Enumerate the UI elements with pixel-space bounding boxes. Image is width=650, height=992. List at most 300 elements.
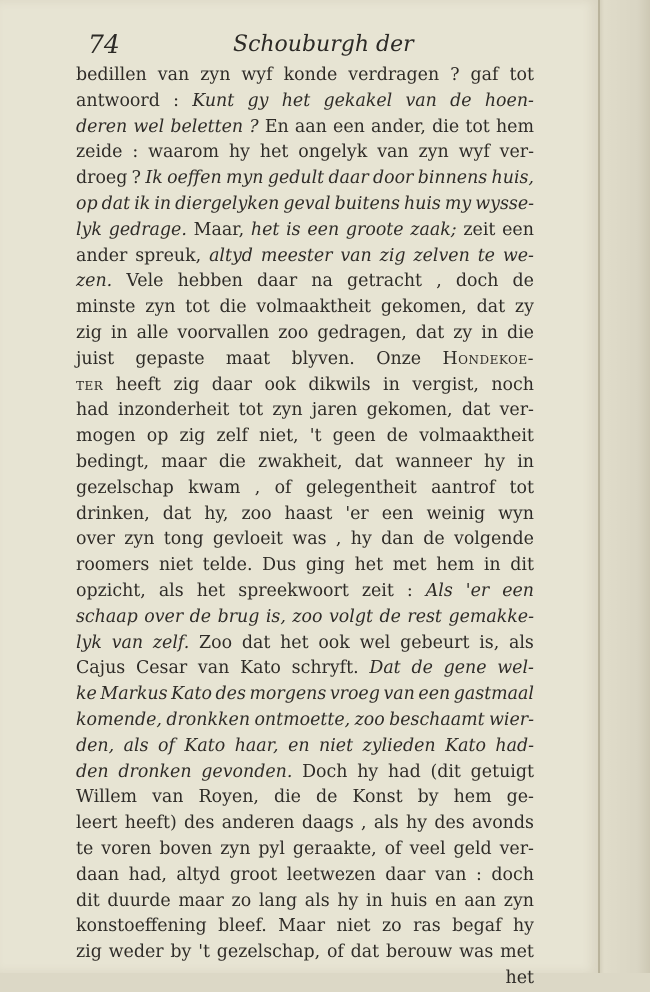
word: gebeurt (400, 632, 470, 653)
word: Kato (184, 735, 226, 756)
word: zwakheit, (257, 451, 343, 472)
word: getuigt (470, 761, 534, 782)
word: begaf (452, 916, 502, 937)
word: hebben (177, 271, 243, 292)
word: Cajus (76, 658, 126, 679)
word: van (340, 245, 372, 266)
word: binnens (417, 168, 488, 189)
word: in (154, 193, 172, 214)
running-title: Schouburgh der (233, 32, 414, 57)
word: Zoo (199, 632, 233, 653)
word: rest (407, 606, 442, 627)
word: jaren (311, 400, 358, 421)
word: heeft) (124, 813, 177, 834)
text-line (76, 166, 534, 192)
word: de (411, 658, 433, 679)
word: gezelschap (76, 477, 174, 498)
text-line (76, 476, 534, 502)
word: Maar (278, 916, 326, 937)
word: of (157, 735, 175, 756)
word: het (354, 555, 384, 576)
word: aantrof (431, 477, 496, 498)
word: zyn (200, 65, 231, 85)
word: tong (163, 529, 204, 550)
word: gevloeit (212, 529, 284, 550)
word: wier- (489, 709, 534, 730)
word: dat (476, 297, 506, 318)
word: zoo (354, 709, 385, 730)
text-line (76, 811, 534, 837)
word: gedragen, (317, 322, 407, 343)
word: dat (354, 451, 384, 472)
word: daags (301, 813, 354, 834)
word: alle (136, 322, 169, 343)
word: tot (465, 116, 490, 137)
text-line (76, 295, 534, 321)
word: als (509, 632, 534, 653)
text-line (76, 889, 534, 915)
word: ke (76, 684, 97, 705)
word: tot (509, 65, 534, 85)
word: geval (283, 193, 331, 214)
word: beschaamt (389, 709, 485, 730)
word: : (173, 90, 179, 111)
word: te (76, 838, 94, 859)
word: die (506, 322, 534, 343)
word: zo (381, 916, 402, 937)
word: daar (328, 168, 369, 189)
word: Cesar (135, 658, 188, 679)
word: die (273, 787, 301, 808)
text-line (76, 450, 534, 476)
word: by (170, 942, 192, 963)
text-line (76, 63, 534, 89)
text-line (76, 863, 534, 889)
word: op (146, 426, 169, 447)
word: aan (294, 116, 327, 137)
word: wel (359, 632, 391, 653)
word: Konst (352, 787, 403, 808)
word: Als (425, 580, 453, 601)
word: drinken, (76, 503, 150, 524)
word: huis, (491, 168, 534, 189)
word: maar (161, 451, 207, 472)
word: zig (173, 374, 200, 395)
text-line (76, 914, 534, 940)
word: zylieden (362, 735, 436, 756)
word: of (384, 838, 402, 859)
word: in (366, 890, 383, 911)
word: daar (256, 271, 298, 292)
word: , (254, 477, 261, 498)
word: dan (381, 529, 414, 550)
word: zig (76, 942, 102, 963)
word: wel- (497, 658, 534, 679)
word: bedingt, (76, 451, 149, 472)
word: lyk (76, 219, 102, 240)
word: morgens (249, 684, 327, 705)
word: voorvallen (177, 322, 270, 343)
text-line (76, 244, 534, 270)
word: over (76, 529, 115, 550)
word: verdragen (348, 65, 440, 85)
word: de (423, 529, 445, 550)
word: noch (491, 374, 534, 395)
word: gy (247, 90, 269, 111)
word: volmaaktheit (256, 297, 372, 318)
word: zelf (216, 426, 248, 447)
word: niet (336, 916, 371, 937)
word: dat (350, 942, 380, 963)
word: hy (228, 142, 250, 163)
word: bedillen (76, 65, 147, 85)
word: , (335, 529, 342, 550)
word: als (123, 735, 149, 756)
text-line (76, 656, 534, 682)
word: dat (461, 400, 491, 421)
word: getracht (347, 271, 423, 292)
word: is (286, 219, 301, 240)
word: volmaaktheit (419, 426, 534, 447)
text-line (76, 682, 534, 708)
text-line (76, 708, 534, 734)
word: de (379, 606, 401, 627)
word: schryft. (291, 658, 359, 679)
text-line (76, 321, 534, 347)
word: in (383, 374, 400, 395)
word: gedrage. (108, 219, 187, 240)
word: weinig (426, 503, 486, 524)
text-line (76, 940, 534, 966)
word: ander (76, 245, 128, 266)
word: lang (258, 890, 298, 911)
word: een (307, 219, 340, 240)
word: dikwils (308, 374, 371, 395)
word: het (250, 219, 280, 240)
word: de (450, 90, 472, 111)
word: ik (134, 193, 151, 214)
word: zeide (76, 142, 123, 163)
word: gevonden. (201, 761, 293, 782)
word: duurde (107, 890, 171, 911)
text-line (76, 89, 534, 115)
word: hy (337, 890, 359, 911)
word: van (405, 90, 437, 111)
text-line (76, 579, 534, 605)
word: wysse- (475, 193, 534, 214)
word: met (500, 942, 534, 963)
word: had (76, 400, 109, 421)
word: telde. (202, 555, 253, 576)
word: leetwezen (286, 864, 376, 885)
word: zelven (413, 245, 470, 266)
word: schaap (76, 606, 138, 627)
word: weder (108, 942, 164, 963)
word: wyf (241, 65, 273, 85)
word: van (197, 658, 230, 679)
text-line (76, 631, 534, 657)
word: het (259, 142, 289, 163)
word: blyven. (291, 348, 355, 369)
word: my (444, 193, 472, 214)
word: gekomen, (366, 400, 453, 421)
word: Dat (369, 658, 401, 679)
word: de (316, 787, 338, 808)
word: gedult (267, 168, 325, 189)
word: daar (211, 374, 252, 395)
word: was (292, 529, 327, 550)
word: zy (514, 297, 534, 318)
word: Onze (376, 348, 422, 369)
word: den (76, 761, 109, 782)
word: en (288, 735, 310, 756)
text-line (76, 734, 534, 760)
word: ver- (499, 838, 534, 859)
word: op (76, 193, 98, 214)
word: en (435, 890, 457, 911)
word: opzicht, (76, 580, 146, 601)
word: gaf (470, 65, 499, 85)
word: door (372, 168, 414, 189)
word: ver- (499, 142, 534, 163)
word: Markus (100, 684, 168, 705)
word: geld (453, 838, 492, 859)
word: aan (464, 890, 497, 911)
page-number: 74 (88, 30, 120, 59)
body-text (76, 63, 534, 992)
word: dat (415, 322, 445, 343)
word: veel (409, 838, 446, 859)
word: huis (403, 193, 441, 214)
word: zen. (76, 271, 113, 292)
word: anderen (221, 813, 295, 834)
word: ander, (371, 116, 426, 137)
word: voren (101, 838, 152, 859)
word: Kato (171, 684, 212, 705)
word: huis (390, 890, 428, 911)
word: lyk (76, 632, 102, 653)
word: is, (265, 606, 286, 627)
word: hem (453, 787, 492, 808)
word: zyn (145, 297, 176, 318)
word: een (381, 503, 414, 524)
word: boven (159, 838, 213, 859)
word: een (502, 219, 534, 240)
word: zoo (241, 503, 272, 524)
word: En (264, 116, 289, 137)
text-line (76, 347, 534, 373)
text-line (76, 424, 534, 450)
word: niet (319, 735, 354, 756)
text-line (76, 837, 534, 863)
word: konde (283, 65, 338, 85)
text-line (76, 605, 534, 631)
word: een (502, 580, 534, 601)
word: tot (509, 477, 534, 498)
word: pyl (258, 838, 285, 859)
word: mogen (76, 426, 136, 447)
word: dronkken (166, 709, 251, 730)
word: 't (198, 942, 210, 963)
word: Ik (145, 168, 163, 189)
word: maat (225, 348, 271, 369)
text-line (76, 373, 534, 399)
word: des (434, 813, 465, 834)
word: de (512, 271, 534, 292)
page-edge (598, 0, 650, 973)
word: heeft (115, 374, 161, 395)
word: is, (479, 632, 500, 653)
word: Vele (126, 271, 164, 292)
text-line (76, 218, 534, 244)
word: ook (264, 374, 296, 395)
word: : (406, 580, 413, 601)
word: 't (309, 426, 322, 447)
word: 'er (345, 503, 369, 524)
word: Kato (240, 658, 281, 679)
word: gelegentheit (305, 477, 417, 498)
text-line (76, 502, 534, 528)
word: ter (76, 374, 104, 395)
word: van (157, 65, 190, 85)
word: dronken (118, 761, 192, 782)
word: dit (76, 890, 100, 911)
word: zy (453, 322, 473, 343)
word: ? (249, 116, 259, 137)
word: zoo (278, 322, 309, 343)
word: over (144, 606, 184, 627)
text-line (76, 553, 534, 579)
word: gezelschap, (216, 942, 321, 963)
word: Hondekoe- (442, 348, 534, 369)
catchword-line (76, 966, 534, 992)
word: ook (318, 632, 350, 653)
word: by (417, 787, 439, 808)
word: (dit (430, 761, 461, 782)
word: hy (512, 916, 534, 937)
word: , (361, 813, 367, 834)
word: zyn (503, 890, 534, 911)
word: waarom (148, 142, 220, 163)
word: des (215, 684, 246, 705)
word: van (152, 787, 184, 808)
word: ongelyk (298, 142, 368, 163)
word: avonds (472, 813, 534, 834)
word: : (475, 864, 482, 885)
word: zaak; (410, 219, 457, 240)
word: wanneer (395, 451, 472, 472)
word: dat (162, 503, 192, 524)
word: zyn (124, 529, 155, 550)
word: had (388, 761, 421, 782)
word: hy (350, 529, 372, 550)
word: deren (76, 116, 128, 137)
word: zeit (463, 219, 496, 240)
word: dat (241, 632, 271, 653)
word: ? (450, 65, 460, 85)
word: Royen, (198, 787, 259, 808)
word: haast (284, 503, 333, 524)
word: groote (345, 219, 404, 240)
word: het (196, 580, 226, 601)
word: tot (185, 297, 210, 318)
word: in (481, 322, 498, 343)
word: komende, (76, 709, 162, 730)
word: Kunt (192, 90, 235, 111)
text-line (76, 115, 534, 141)
word: van (377, 142, 409, 163)
word: roomers (76, 555, 150, 576)
word: altyd (176, 864, 221, 885)
word: als (158, 580, 184, 601)
word: dat (101, 193, 131, 214)
word: een (418, 684, 451, 705)
word: altyd (209, 245, 253, 266)
word: doch (491, 864, 534, 885)
word: dit (510, 555, 534, 576)
word: had, (128, 864, 167, 885)
word: het (281, 90, 311, 111)
word: die (432, 116, 460, 137)
word: ontmoette, (254, 709, 351, 730)
word: hy (484, 451, 506, 472)
word: zeit (361, 580, 394, 601)
word: juist (76, 348, 115, 369)
word: kwam (188, 477, 241, 498)
word: Maar, (193, 219, 245, 240)
word: des (184, 813, 215, 834)
word: beletten (170, 116, 244, 137)
word: berouw (385, 942, 453, 963)
word: vroeg (329, 684, 380, 705)
text-line (76, 192, 534, 218)
word: meester (260, 245, 333, 266)
word: doch (455, 271, 499, 292)
page-header (88, 30, 538, 62)
word: buitens (334, 193, 400, 214)
word: van (383, 684, 415, 705)
word: ging (305, 555, 345, 576)
word: diergelyken (175, 193, 280, 214)
word: van (435, 864, 467, 885)
word: ras (413, 916, 441, 937)
word: gemakke- (448, 606, 534, 627)
word: tot (238, 400, 264, 421)
catchword: het (505, 967, 534, 988)
word: gekomen, (380, 297, 467, 318)
word: zoo (292, 606, 323, 627)
word: haar, (234, 735, 279, 756)
word: volgende (454, 529, 534, 550)
word: een (333, 116, 365, 137)
word: na (311, 271, 333, 292)
word: zig (379, 245, 406, 266)
word: hem (495, 116, 534, 137)
word: daan (76, 864, 120, 885)
word: zig (179, 426, 206, 447)
word: als (373, 813, 399, 834)
word: zyn (220, 838, 251, 859)
word: in (483, 555, 501, 576)
word: gene (443, 658, 487, 679)
word: niet, (259, 426, 299, 447)
page-gutter (598, 0, 600, 973)
word: Dus (262, 555, 297, 576)
word: antwoord (76, 90, 160, 111)
word: zelf. (152, 632, 190, 653)
word: gepaste (135, 348, 205, 369)
word: droeg (76, 168, 128, 189)
